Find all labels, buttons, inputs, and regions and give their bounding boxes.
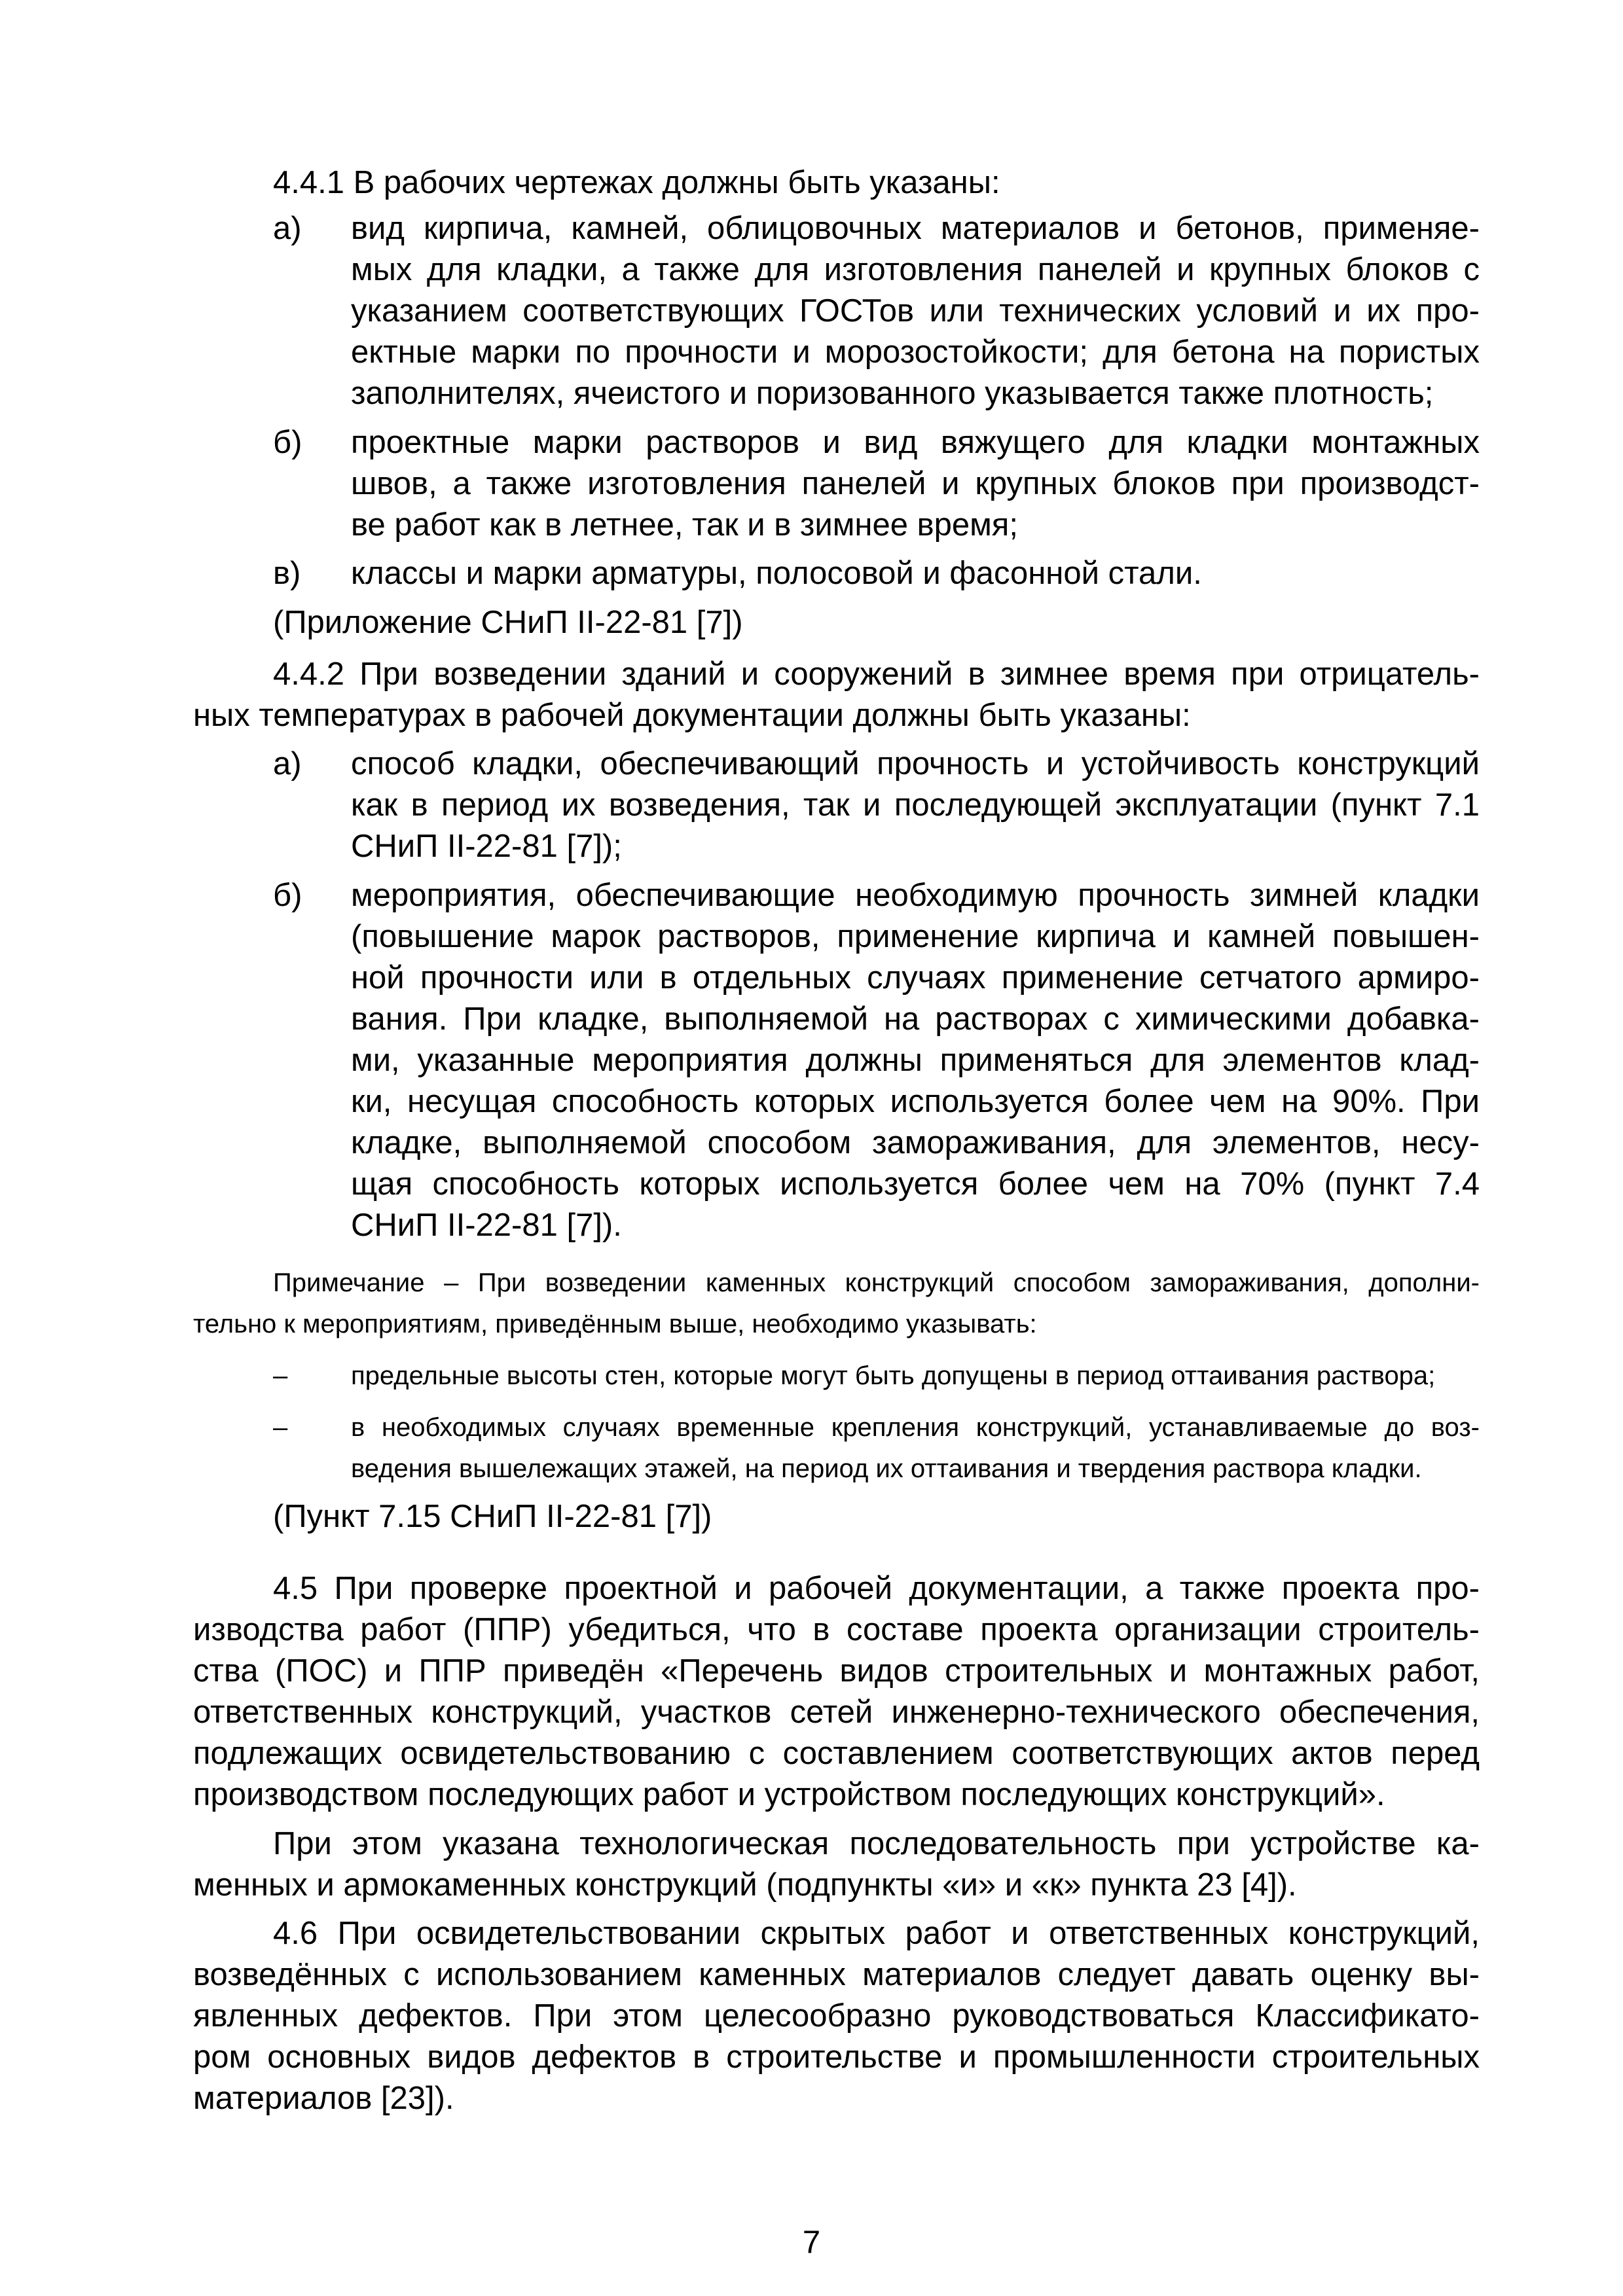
list-item-text (351, 744, 1480, 867)
text-line: ведения вышележащих этажей, на период их оттаивания и твердения раствора кладки. (351, 1454, 1422, 1483)
paragraph (193, 162, 1480, 204)
text-line: производством последующих работ и устройством последующих конструкций». (193, 1777, 1385, 1812)
list-item (193, 1407, 1480, 1490)
text-line: явленных дефектов. При этом целесообразно руководствоваться Классификато- (193, 1998, 1480, 2034)
note-paragraph (193, 1263, 1480, 1345)
text-line: способ кладки, обеспечивающий прочность и устойчивость конструкций (351, 746, 1480, 781)
list-item-text (351, 208, 1480, 414)
text-line: материалов [23]). (193, 2081, 454, 2116)
text-line: кладке, выполняемой способом замораживания, для элементов, несу- (351, 1125, 1480, 1160)
text-line: как в период их возведения, так и последующей эксплуатации (пункт 7.1 (351, 787, 1480, 823)
text-line: СНиП II-22-81 [7]). (351, 1208, 622, 1243)
text-line: ки, несущая способность которых используется более чем на 90%. При (351, 1084, 1480, 1119)
list-marker: б) (273, 425, 302, 460)
paragraph (193, 602, 1480, 643)
text-line: менных и армокаменных конструкций (подпункты «и» и «к» пункта 23 [4]). (193, 1867, 1297, 1903)
text-line: швов, а также изготовления панелей и крупных блоков при производст- (351, 466, 1480, 501)
paragraph (193, 1913, 1480, 2119)
text-line: (повышение марок растворов, применение кирпича и камней повышен- (351, 919, 1480, 954)
text-line: (Пункт 7.15 СНиП II-22-81 [7]) (273, 1499, 712, 1534)
text-line: (Приложение СНиП II-22-81 [7]) (273, 605, 743, 640)
text-line: подлежащих освидетельствованию с составлением соответствующих актов перед (193, 1736, 1480, 1771)
list-item (193, 553, 1480, 594)
list-marker: а) (273, 211, 302, 246)
list-item (193, 875, 1480, 1246)
paragraph (193, 654, 1480, 736)
list-item (193, 422, 1480, 546)
text-line: возведённых с использованием каменных материалов следует давать оценку вы- (193, 1957, 1480, 1992)
text-line: ве работ как в летнее, так и в зимнее время; (351, 507, 1018, 543)
list-item (193, 1355, 1480, 1397)
text-line: ных температурах в рабочей документации должны быть указаны: (193, 698, 1191, 733)
list-item-text (351, 1407, 1480, 1490)
text-line: 4.4.1 В рабочих чертежах должны быть указаны: (273, 165, 1000, 200)
text-line: вания. При кладке, выполняемой на растворах с химическими добавка- (351, 1001, 1480, 1037)
text-line: 4.6 При освидетельствовании скрытых работ и ответственных конструкций, (273, 1916, 1480, 1951)
list-marker: – (273, 1361, 288, 1390)
list-marker: – (273, 1413, 288, 1442)
paragraph (193, 1496, 1480, 1537)
text-line: ответственных конструкций, участков сетей инженерно-технического обеспечения, (193, 1695, 1480, 1730)
text-line: 4.5 При проверке проектной и рабочей документации, а также проекта про- (273, 1571, 1480, 1606)
text-line: тельно к мероприятиям, приведённым выше, необходимо указывать: (193, 1310, 1037, 1338)
text-line: изводства работ (ППР) убедиться, что в составе проекта организации строитель- (193, 1612, 1480, 1647)
text-line: классы и марки арматуры, полосовой и фасонной стали. (351, 556, 1202, 591)
text-line: ства (ПОС) и ППР приведён «Перечень видов строительных и монтажных работ, (193, 1653, 1480, 1689)
text-line: ми, указанные мероприятия должны применяться для элементов клад- (351, 1043, 1480, 1078)
text-line: ной прочности или в отдельных случаях применение сетчатого армиро- (351, 960, 1480, 996)
text-line: вид кирпича, камней, облицовочных материалов и бетонов, применяе- (351, 211, 1480, 246)
list-marker: а) (273, 746, 302, 781)
list-marker: в) (273, 556, 301, 591)
list-item-text (351, 422, 1480, 546)
text-line: предельные высоты стен, которые могут быть допущены в период оттаивания раствора; (351, 1361, 1436, 1390)
text-line: указанием соответствующих ГОСТов или технических условий и их про- (351, 293, 1480, 329)
list-item-text (351, 875, 1480, 1246)
list-item-text (351, 1355, 1480, 1397)
paragraph (193, 1568, 1480, 1816)
page-number: 7 (802, 2225, 821, 2260)
list-marker: б) (273, 878, 302, 913)
list-item (193, 744, 1480, 867)
text-line: ром основных видов дефектов в строительстве и промышленности строительных (193, 2039, 1480, 2075)
text-line: заполнителях, ячеистого и поризованного указывается также плотность; (351, 376, 1434, 411)
text-line: ектные марки по прочности и морозостойкости; для бетона на пористых (351, 334, 1480, 370)
list-item (193, 208, 1480, 414)
text-line: 4.4.2 При возведении зданий и сооружений в зимнее время при отрицатель- (273, 656, 1480, 692)
list-item-text (351, 553, 1480, 594)
text-line: мероприятия, обеспечивающие необходимую прочность зимней кладки (351, 878, 1480, 913)
paragraph (193, 1823, 1480, 1906)
text-line: Примечание – При возведении каменных конструкций способом замораживания, дополни- (273, 1268, 1480, 1297)
text-line: в необходимых случаях временные крепления конструкций, устанавливаемые до воз- (351, 1413, 1480, 1442)
text-line: СНиП II-22-81 [7]); (351, 829, 622, 864)
text-line: При этом указана технологическая последовательность при устройстве ка- (273, 1826, 1480, 1861)
text-line: щая способность которых используется более чем на 70% (пункт 7.4 (351, 1166, 1480, 1202)
text-line: мых для кладки, а также для изготовления панелей и крупных блоков с (351, 252, 1480, 287)
text-line: проектные марки растворов и вид вяжущего для кладки монтажных (351, 425, 1480, 460)
